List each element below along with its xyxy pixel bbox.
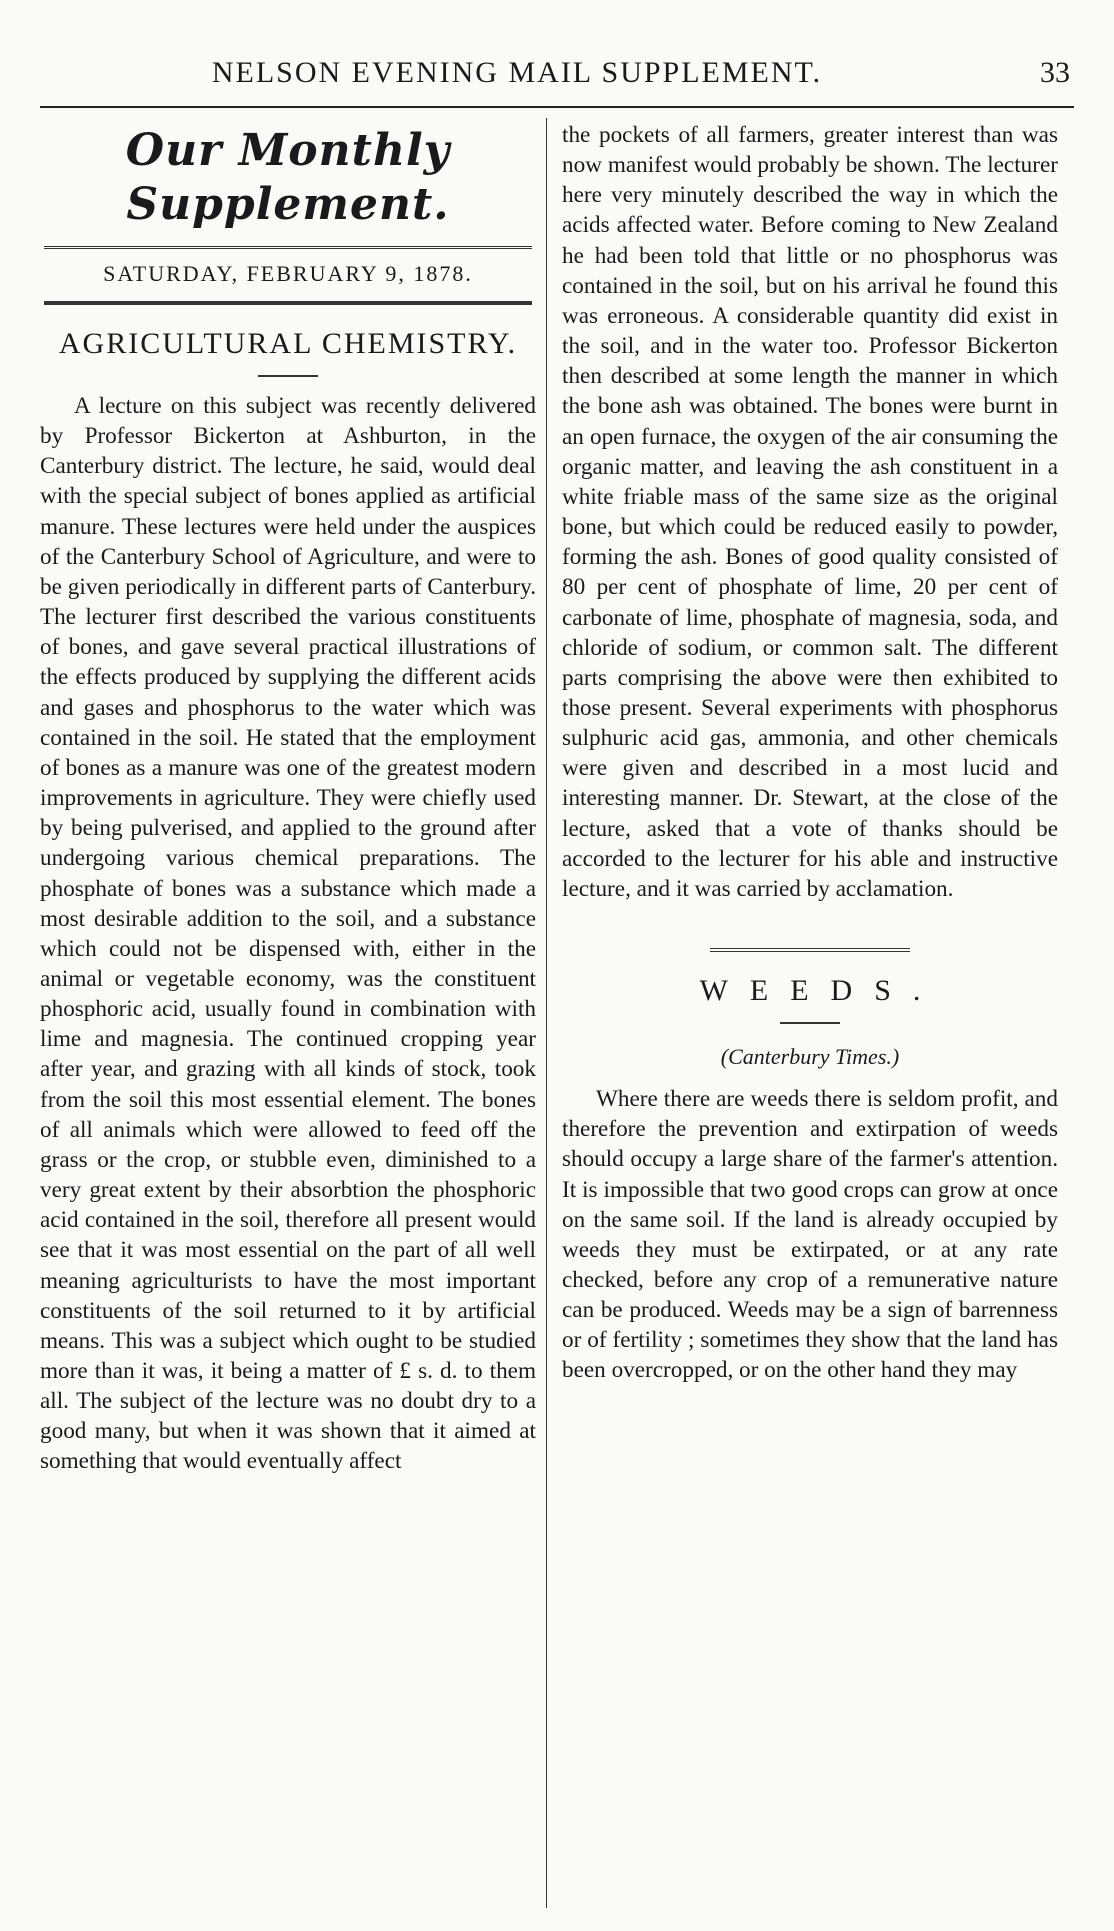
page-number: 33 [1040, 56, 1070, 89]
weeds-title-underline [780, 1022, 840, 1024]
title-underline [258, 375, 318, 377]
masthead-rule [44, 246, 532, 249]
article-paragraph-right: the pockets of all farmers, greater interest than was now manifest would probably be shown. The lecturer here very minutely described the way in which the acids affected water. Before coming to New Zealand he had been told that little or no phosphorus was contained in the soil, but on his arrival he found this was erroneous. A considerable quantity did exist in the soil, and in the water too. Professor Bickerton then described at some length the manner in which the bone ash was obtained. The bones were burnt in an open furnace, the oxygen of the air consuming the organic matter, and leaving the ash constituent in a white friable mass of the same size as the original bone, but which could be reduced easily to powder, forming the ash. Bones of good quality consisted of 80 per cent of phosphate of lime, 20 per cent of carbonate of lime, phosphate of magnesia, soda, and chloride of sodium, or common salt. The different parts comprising the above were then exhibited to those present. Several experiments with phosphorus sulphuric acid gas, ammonia, and other chemicals were given and described in a most lucid and interesting manner. Dr. Stewart, at the close of the lecture, asked that a vote of thanks should be accorded to the lecturer for his able and instructive lecture, and it was carried by acclamation. [562, 122, 1058, 902]
header-rule [40, 106, 1074, 108]
article-title-weeds: WEEDS. [699, 974, 943, 1008]
newspaper-title: NELSON EVENING MAIL SUPPLEMENT. [211, 56, 823, 89]
supplement-masthead: Our Monthly Supplement. [125, 125, 451, 230]
article-title-agricultural-chemistry: AGRICULTURAL CHEMISTRY. [58, 327, 518, 360]
page-header [40, 56, 1074, 100]
left-column [40, 120, 536, 1477]
weeds-paragraph: Where there are weeds there is seldom profit, and therefore the prevention and extirpation of weeds should occupy a large share of the farmer's attention. It is impossible that two good crops can grow at once on the same soil. If the land is already occupied by weeds they must be extirpated, or at any rate checked, before any crop of a remunerative nature can be produced. Weeds may be a sign of barrenness or of fertility ; sometimes they show that the land has been overcropped, or on the other hand they may [562, 1086, 1058, 1384]
dateline: SATURDAY, FEBRUARY 9, 1878. [103, 261, 473, 286]
right-column [562, 120, 1058, 1386]
article-paragraph-left: A lecture on this subject was recently delivered by Professor Bickerton at Ashburton, in the Canterbury district. The lecture, he said, would deal with the special subject of bones applied as artificial manure. These lectures were held under the auspices of the Canterbury School of Agriculture, and were to be given periodically in different parts of Canterbury. The lecturer first described the various constituents of bones, and gave several practical illustrations of the effects produced by supplying the different acids and gases and phosphorus to the water which was contained in the soil. He stated that the employment of bones as a manure was one of the greatest modern improvements in agriculture. They were chiefly used by being pulverised, and applied to the ground after undergoing various chemical preparations. The phosphate of bones was a substance which made a most desirable addition to the soil, and a substance which could not be dispensed with, either in the animal or vegetable economy, was the constituent phosphoric acid, usually found in combination with lime and magnesia. The continued cropping year after year, and grazing with all kinds of stock, took from the soil this most essential element. The bones of all animals which were allowed to feed off the grass or the crop, or stubble even, diminished to a very great extent by their absorbtion the phosphoric acid contained in the soil, therefore all present would see that it was most essential on the part of all well meaning agriculturists to have the most important constituents of the soil returned to it by artificial means. This was a subject which ought to be studied more than it was, it being a matter of £ s. d. to them all. The subject of the lecture was no doubt dry to a good many, but when it was shown that it aimed at something that would eventually affect [40, 393, 536, 1475]
column-divider [546, 118, 547, 1908]
article-attribution: (Canterbury Times.) [720, 1044, 900, 1070]
dateline-rule [44, 301, 532, 305]
section-separator [710, 948, 910, 952]
